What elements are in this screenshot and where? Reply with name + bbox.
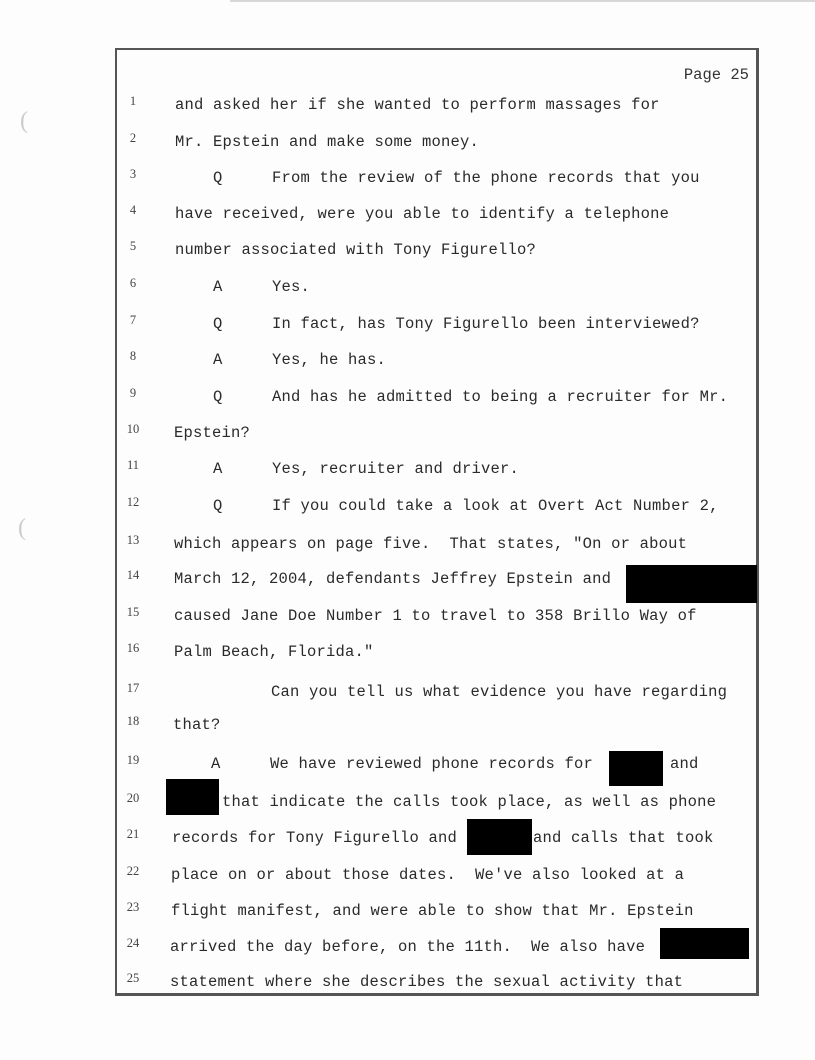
line-number: 3	[129, 167, 137, 181]
transcript-line	[0, 607, 815, 641]
speaker-label: A	[213, 351, 223, 369]
line-number: 16	[126, 641, 140, 655]
line-text: that indicate the calls took place, as well as phone	[222, 793, 717, 811]
line-text: Yes.	[272, 278, 311, 296]
line-text: If you could take a look at Overt Act Number 2,	[272, 497, 719, 515]
line-number: 11	[126, 458, 140, 472]
transcript-line	[0, 643, 815, 677]
line-text-continued: and calls that took	[533, 829, 714, 847]
line-text: records for Tony Figurello and	[172, 829, 458, 847]
page-number: Page 25	[683, 66, 749, 84]
speaker-label: A	[211, 755, 221, 773]
transcript-line	[0, 793, 815, 827]
line-text-continued: and	[670, 755, 699, 773]
redaction-box	[626, 565, 757, 603]
line-number: 2	[129, 131, 137, 145]
transcript-line	[0, 351, 815, 385]
speaker-label: Q	[213, 315, 223, 333]
redaction-box	[609, 751, 663, 786]
transcript-line	[0, 866, 815, 900]
line-text: that?	[173, 716, 221, 734]
line-number: 15	[126, 605, 140, 619]
transcript-line	[0, 241, 815, 275]
speaker-label: Q	[213, 388, 223, 406]
transcript-line	[0, 278, 815, 312]
line-number: 21	[126, 827, 140, 841]
transcript-line	[0, 973, 815, 1007]
line-text: In fact, has Tony Figurello been interviewed?	[272, 315, 700, 333]
line-text: and asked her if she wanted to perform massages for	[175, 96, 660, 114]
speaker-label: A	[213, 278, 223, 296]
line-text: Can you tell us what evidence you have regarding	[271, 683, 728, 701]
transcript-line	[0, 205, 815, 239]
line-text: statement where she describes the sexual activity that	[170, 973, 684, 991]
line-number: 23	[126, 900, 140, 914]
line-text: flight manifest, and were able to show that Mr. Epstein	[171, 902, 694, 920]
transcript-line	[0, 315, 815, 349]
scan-mark: (	[20, 108, 28, 134]
line-number: 4	[129, 203, 137, 217]
transcript-line	[0, 535, 815, 569]
scan-edge	[230, 0, 815, 2]
line-number: 13	[126, 533, 140, 547]
line-number: 14	[126, 568, 140, 582]
line-text: Epstein?	[174, 424, 251, 442]
line-text: From the review of the phone records that you	[272, 169, 700, 187]
line-text: Palm Beach, Florida."	[174, 643, 374, 661]
redaction-box	[660, 928, 749, 959]
transcript-line	[0, 96, 815, 130]
transcript-line	[0, 388, 815, 422]
line-number: 9	[129, 386, 137, 400]
transcript-line	[0, 133, 815, 167]
line-text: number associated with Tony Figurello?	[175, 241, 537, 259]
line-text: place on or about those dates. We've also looked at a	[171, 866, 685, 884]
transcript-line	[0, 497, 815, 531]
line-text: We have reviewed phone records for	[270, 755, 594, 773]
line-number: 1	[129, 94, 137, 108]
line-text: arrived the day before, on the 11th. We also have	[170, 938, 646, 956]
transcript-line	[0, 169, 815, 203]
speaker-label: Q	[213, 169, 223, 187]
transcript-line	[0, 683, 815, 717]
line-text: March 12, 2004, defendants Jeffrey Epstein and	[174, 570, 612, 588]
line-number: 7	[129, 313, 137, 327]
redaction-box	[166, 779, 219, 815]
line-text: Mr. Epstein and make some money.	[175, 133, 480, 151]
line-number: 20	[126, 791, 140, 805]
line-number: 22	[126, 864, 140, 878]
redaction-box	[467, 819, 532, 855]
line-number: 18	[126, 714, 140, 728]
transcript-line	[0, 755, 815, 789]
line-text: caused Jane Doe Number 1 to travel to 358 Brillo Way of	[174, 607, 697, 625]
line-text: have received, were you able to identify a telephone	[175, 205, 670, 223]
line-text: which appears on page five. That states, "On or about	[174, 535, 688, 553]
transcript-line	[0, 424, 815, 458]
line-number: 12	[126, 495, 140, 509]
line-number: 19	[126, 753, 140, 767]
line-text: And has he admitted to being a recruiter for Mr.	[272, 388, 729, 406]
scan-mark: (	[18, 515, 26, 541]
transcript-line	[0, 716, 815, 750]
line-number: 25	[126, 971, 140, 985]
transcript-line	[0, 829, 815, 863]
line-number: 8	[129, 349, 137, 363]
line-text: Yes, he has.	[272, 351, 387, 369]
line-number: 5	[129, 239, 137, 253]
line-text: Yes, recruiter and driver.	[272, 460, 520, 478]
transcript-line	[0, 460, 815, 494]
line-number: 17	[126, 681, 140, 695]
line-number: 6	[129, 276, 137, 290]
line-number: 24	[126, 936, 140, 950]
line-number: 10	[126, 422, 140, 436]
speaker-label: Q	[213, 497, 223, 515]
speaker-label: A	[213, 460, 223, 478]
